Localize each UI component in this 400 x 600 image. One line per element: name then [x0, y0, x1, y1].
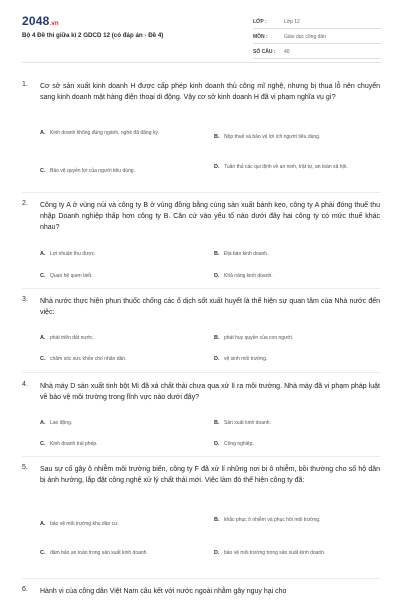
info-row-question-count	[253, 46, 381, 59]
question-text: Sau sự cố gây ô nhiễm môi trường biển, công ty F đã xử lí những nơi bị ô nhiễm, bồi thường cho số hộ dân bị ảnh hưởng, lắp đặt công nghệ xử lý chất thải mới. Việc làm đó thể hiện công ty đã:	[40, 466, 380, 484]
info-row-subject	[253, 31, 381, 44]
option-letter: B.	[214, 517, 220, 523]
question-number: 6.	[22, 586, 28, 593]
option-letter: C.	[40, 168, 46, 174]
option-text: Nộp thuế và bảo vệ lợi ích người tiêu dùng.	[224, 134, 321, 140]
question-text: Hành vi của công dân Việt Nam câu kết với nước ngoài nhằm gây nguy hại cho	[40, 588, 287, 595]
question-text: Công ty A ở vùng núi và công ty B ở vùng đồng bằng cùng sản xuất bánh kẹo, công ty A phải đóng thuế thu nhập Doanh nghiệp thấp hơn công ty B. Căn cứ vào yếu tố nào dưới đây hai công ty có mức thuế khác nhau?	[40, 202, 380, 231]
question-text: Nhà máy D sản xuất tinh bột Mì đã xả chất thải chưa qua xử lí ra môi trường. Nhà máy đã vi phạm pháp luật về bảo vệ môi trường trong lĩnh vực nào dưới đây?	[40, 383, 380, 401]
option-text: Lợi nhuận thu được.	[50, 251, 96, 257]
option-text: Công nghiệp.	[224, 441, 254, 447]
question-divider	[22, 372, 381, 373]
option-a[interactable]	[40, 335, 200, 342]
site-logo[interactable]	[22, 14, 59, 28]
logo-text: 2048	[22, 14, 50, 28]
question-number: 2.	[22, 200, 28, 207]
option-letter: A.	[40, 420, 46, 426]
option-text: Bảo vệ quyền lợi của người tiêu dùng.	[50, 168, 135, 174]
option-a[interactable]	[40, 251, 200, 258]
option-c[interactable]	[40, 441, 200, 448]
header-divider	[22, 62, 381, 63]
option-c[interactable]	[40, 273, 200, 280]
option-text: Tuân thủ các qui định về an ninh, trật tự, an toàn xã hội.	[224, 164, 348, 170]
info-label: MÔN :	[253, 34, 268, 40]
option-text: phát triển đất nước.	[50, 335, 94, 341]
option-d[interactable]	[214, 164, 349, 171]
option-d[interactable]	[214, 441, 374, 448]
option-b[interactable]	[214, 251, 374, 258]
question-text: Cơ sở sản xuất kinh doanh H được cấp phép kinh doanh thủ công mĩ nghệ, nhưng bị thua lỗ nên chuyển sang kinh doanh mặt hàng điện thoại di động. Vậy cơ sở kinh doanh H đã vi phạm nghĩa vụ gì?	[40, 83, 380, 101]
info-value: 40	[284, 49, 290, 55]
option-text: đảm bảo an toàn trong sản xuất kinh doanh.	[50, 550, 148, 556]
option-a[interactable]	[40, 130, 170, 137]
option-text: Sản xuất kinh doanh.	[224, 420, 271, 426]
option-text: Địa bàn kinh doanh.	[224, 251, 269, 257]
info-label: SỐ CÂU :	[253, 49, 276, 55]
option-letter: B.	[214, 134, 220, 140]
question-number: 5.	[22, 464, 28, 471]
option-letter: C.	[40, 273, 46, 279]
option-text: bảo vệ môi trường trong sản xuất kinh doanh.	[224, 550, 326, 556]
option-text: Kinh doanh không đúng ngành, nghề đã đăng ký.	[50, 130, 160, 136]
question-divider	[22, 578, 381, 579]
info-label: LỚP :	[253, 19, 267, 25]
option-letter: B.	[214, 251, 220, 257]
option-text: Quan hệ quen biết.	[50, 273, 93, 279]
option-text: bảo vệ môi trường khu dân cư.	[50, 521, 119, 527]
option-letter: D.	[214, 273, 220, 279]
option-letter: C.	[40, 550, 46, 556]
option-letter: B.	[214, 420, 220, 426]
logo-suffix: .vn	[49, 21, 59, 27]
option-b[interactable]	[214, 134, 374, 141]
info-row-class	[253, 16, 381, 29]
option-d[interactable]	[214, 273, 374, 280]
option-d[interactable]	[214, 356, 374, 363]
option-d[interactable]	[214, 550, 354, 557]
option-text: Khả năng kinh doanh.	[224, 273, 273, 279]
exam-info-panel	[253, 16, 381, 59]
info-value: Giáo dục công dân	[284, 34, 326, 40]
option-letter: D.	[214, 356, 220, 362]
info-value: Lớp 12	[284, 19, 300, 25]
option-text: phát huy quyền của con người.	[224, 335, 294, 341]
question-divider	[22, 288, 381, 289]
option-text: chăm sóc sức khỏe cho nhân dân.	[50, 356, 127, 362]
question-number: 4.	[22, 381, 28, 388]
option-letter: A.	[40, 130, 46, 136]
option-b[interactable]	[214, 335, 374, 342]
question-divider	[22, 456, 381, 457]
option-letter: D.	[214, 164, 220, 170]
question-text: Nhà nước thực hiện phun thuốc chống các ổ dịch sốt xuất huyết là thể hiện sự quan tâm của Nhà nước đến việc:	[40, 298, 380, 316]
question-number: 3.	[22, 296, 28, 303]
option-c[interactable]	[40, 356, 200, 363]
option-letter: C.	[40, 356, 46, 362]
option-a[interactable]	[40, 521, 200, 528]
option-text: khắc phục ô nhiễm và phục hồi môi trường.	[224, 517, 321, 523]
option-c[interactable]	[40, 550, 160, 557]
option-c[interactable]	[40, 168, 200, 175]
option-letter: A.	[40, 335, 46, 341]
option-letter: A.	[40, 521, 46, 527]
question-number: 1.	[22, 81, 28, 88]
option-text: vệ sinh môi trường.	[224, 356, 268, 362]
option-text: Kinh doanh trái phép.	[50, 441, 98, 447]
option-b[interactable]	[214, 517, 334, 524]
option-letter: D.	[214, 441, 220, 447]
option-letter: B.	[214, 335, 220, 341]
option-letter: A.	[40, 251, 46, 257]
document-title: Bộ 4 Đề thi giữa kì 2 GDCD 12 (có đáp án - Đề 4)	[22, 32, 164, 39]
option-b[interactable]	[214, 420, 374, 427]
option-text: Lao động.	[50, 420, 73, 426]
option-letter: C.	[40, 441, 46, 447]
option-a[interactable]	[40, 420, 200, 427]
option-letter: D.	[214, 550, 220, 556]
question-divider	[22, 192, 381, 193]
